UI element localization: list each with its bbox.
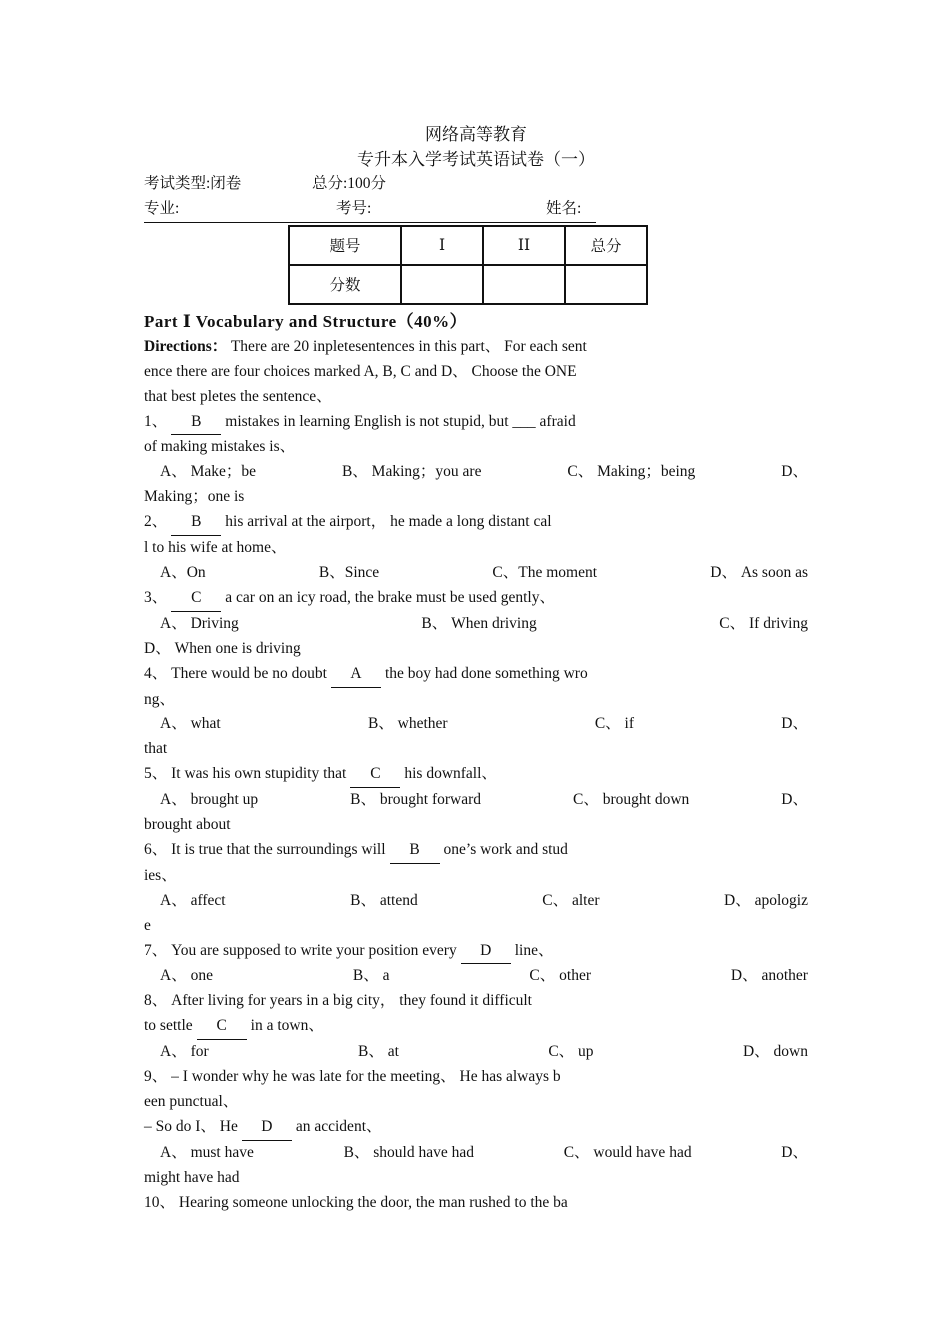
answer-option[interactable]: B、 brought forward [350,791,482,809]
question-item [144,838,808,939]
question-stem: 7、 You are supposed to write your position every [144,941,457,959]
question-stem: 4、 There would be no doubt [144,664,327,682]
score-header-cell: 题号 [289,226,401,265]
option-row [144,712,808,737]
student-info-row [144,197,596,223]
answer-blank[interactable]: B [390,838,440,864]
score-cell[interactable] [565,265,647,304]
option-continuation: Making；one is [144,488,245,506]
answer-option[interactable]: D、 apologiz [724,891,808,909]
answer-blank[interactable]: C [350,762,400,788]
question-text-line: 8、 After living for years in a big city， they found it difficult [144,992,532,1010]
option-row [144,788,808,813]
score-table-score-row [289,265,647,304]
answer-blank[interactable]: D [242,1115,292,1141]
question-text-line [144,510,808,536]
question-stem: 2、 [144,513,168,531]
answer-blank[interactable]: C [197,1014,247,1040]
question-text-line: l to his wife at home、 [144,539,287,557]
answer-option[interactable]: C、 up [548,1043,594,1061]
question-stem: an accident、 [295,1117,382,1135]
answer-option[interactable]: D、 [781,463,808,481]
option-row [144,1040,808,1065]
answer-option[interactable]: A、 brought up [160,791,259,809]
question-list [144,410,808,1216]
exam-no-label: 考号: [336,199,372,217]
answer-option[interactable]: C、 brought down [573,791,690,809]
question-text-line: ies、 [144,866,177,884]
question-stem: his arrival at the airport， he made a long distant cal [225,513,552,531]
answer-option[interactable]: C、 If driving [719,614,808,632]
question-stem: in a town、 [250,1017,324,1035]
question-text-line [144,1014,808,1040]
option-continuation: e [144,916,151,934]
question-item [144,662,808,763]
question-stem: a car on an icy road, the brake must be used gently、 [225,588,555,606]
answer-option[interactable]: A、 must have [160,1143,254,1161]
answer-option[interactable]: D、 [781,1143,808,1161]
question-text-line [144,939,808,965]
question-text-line [144,762,808,788]
question-stem: one’s work and stud [443,840,568,858]
answer-option[interactable]: A、 Make；be [160,463,256,481]
answer-option[interactable]: B、 should have had [343,1143,475,1161]
question-stem: – So do I、 He [144,1117,238,1135]
directions-line: Directions： There are 20 inpletesentences in this part、 For each sent [144,337,587,355]
option-continuation: that [144,740,168,758]
answer-option[interactable]: B、 whether [367,715,448,733]
score-header-cell: Ⅰ [401,226,483,265]
answer-option[interactable]: D、 another [730,967,808,985]
score-header-cell: 总分 [565,226,647,265]
answer-option[interactable]: C、 if [594,715,635,733]
answer-option[interactable]: C、 Making；being [567,463,696,481]
part-title: Part Ⅰ Vocabulary and Structure（40%） [144,311,468,331]
answer-option[interactable]: B、 When driving [421,614,537,632]
answer-blank[interactable]: D [461,939,511,965]
answer-option[interactable]: A、 Driving [160,614,239,632]
answer-option[interactable]: C、The moment [492,563,598,581]
title-institution: 网络高等教育 [425,125,527,144]
answer-option[interactable]: B、Since [318,563,380,581]
option-continuation: might have had [144,1168,240,1186]
score-cell[interactable] [483,265,565,304]
option-continuation: brought about [144,816,231,834]
answer-option[interactable]: A、 one [160,967,213,985]
question-stem: 1、 [144,412,168,430]
total-score: 总分:100分 [312,175,387,192]
answer-option[interactable]: D、 down [742,1043,808,1061]
question-item [144,410,808,511]
answer-option[interactable]: A、 affect [160,891,226,909]
question-stem: his downfall、 [404,765,497,783]
option-row [144,889,808,914]
score-header-cell: ⅠⅠ [483,226,565,265]
answer-blank[interactable]: B [171,510,221,536]
answer-option[interactable]: C、 other [529,967,591,985]
exam-page [144,122,808,1216]
question-stem: 6、 It is true that the surroundings will [144,840,386,858]
question-text-line: 9、 – I wonder why he was late for the meeting、 He has always b [144,1068,561,1086]
answer-option[interactable]: D、 As soon as [710,563,808,581]
score-table [288,225,648,305]
score-cell[interactable] [401,265,483,304]
answer-option[interactable]: A、 for [160,1043,209,1061]
question-stem: 5、 It was his own stupidity that [144,765,347,783]
answer-option[interactable]: B、 at [358,1043,399,1061]
option-row [144,561,808,586]
directions-label: Directions： [144,337,228,355]
name-label: 姓名: [546,199,582,217]
directions-line: that best pletes the sentence、 [144,387,332,405]
question-item [144,1191,808,1216]
score-row-label: 分数 [289,265,401,304]
major-label: 专业: [144,199,180,217]
question-text-line [144,838,808,864]
title-exam: 专升本入学考试英语试卷（一） [357,150,595,169]
option-row [144,964,808,989]
answer-blank[interactable]: C [171,586,221,612]
question-text-line: of making mistakes is、 [144,438,296,456]
answer-option[interactable]: B、 a [352,967,390,985]
option-row [144,612,808,637]
answer-option[interactable]: B、 attend [350,891,418,909]
answer-option[interactable]: C、 alter [542,891,600,909]
question-item [144,586,808,662]
option-continuation: D、 When one is driving [144,639,301,657]
question-stem: the boy had done something wro [384,664,588,682]
answer-option[interactable]: D、 [781,715,808,733]
question-text-line [144,1115,808,1141]
question-text-line [144,410,808,436]
answer-option[interactable]: A、On [160,563,206,581]
question-item [144,939,808,990]
answer-option[interactable]: D、 [781,791,808,809]
answer-blank[interactable]: A [331,662,381,688]
question-item [144,762,808,838]
question-stem: mistakes in learning English is not stupid, but ___ afraid [225,412,576,430]
question-stem: to settle [144,1017,193,1035]
answer-option[interactable]: B、 Making；you are [341,463,482,481]
question-item [144,989,808,1065]
answer-option[interactable]: C、 would have had [563,1143,692,1161]
question-text-line: 10、 Hearing someone unlocking the door, the man rushed to the ba [144,1193,568,1211]
answer-option[interactable]: A、 what [160,715,221,733]
exam-type: 考试类型:闭卷 [144,175,242,192]
question-text-line: ng、 [144,690,176,708]
directions-line: ence there are four choices marked A, B, C and D、 Choose the ONE [144,362,577,380]
question-text-line: een punctual、 [144,1093,239,1110]
question-item [144,1065,808,1191]
option-row [144,460,808,485]
option-row [144,1141,808,1166]
score-table-header-row [289,226,647,265]
exam-meta-row [144,172,808,197]
question-stem: line、 [514,941,554,959]
question-stem: 3、 [144,588,168,606]
question-text-line [144,586,808,612]
question-item [144,510,808,586]
question-text-line [144,662,808,688]
answer-blank[interactable]: B [171,410,221,436]
